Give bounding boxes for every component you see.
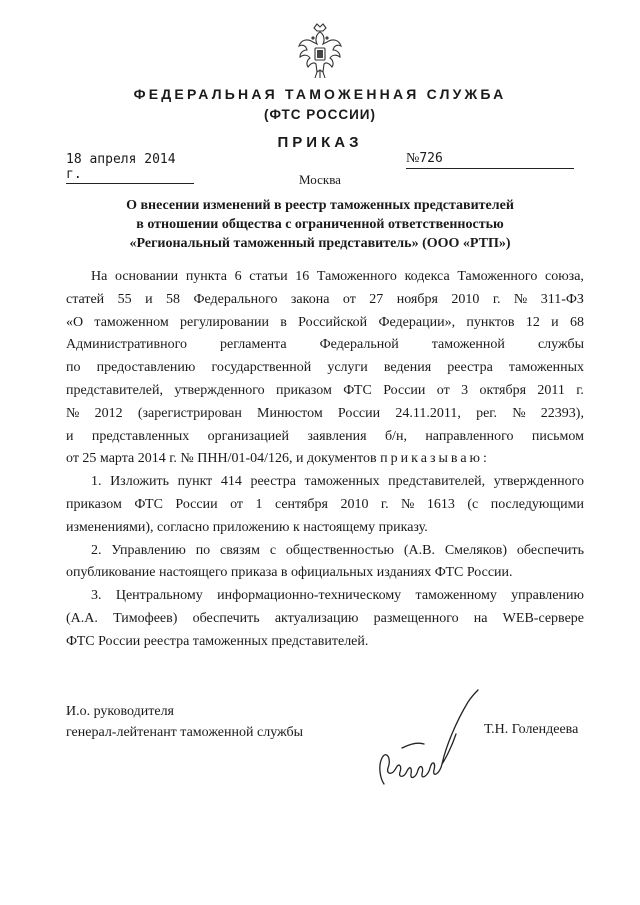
word: пунктов: [466, 314, 515, 330]
word: 1613: [426, 496, 455, 512]
word: г.: [380, 496, 389, 512]
word: 2.: [91, 542, 102, 558]
signatory-title-line: генерал-лейтенант таможенной службы: [66, 725, 304, 740]
word: 2011: [537, 382, 565, 398]
order-body: [66, 266, 584, 654]
word: октября: [479, 382, 527, 398]
heading-line: в отношении общества с ограниченной ответственностью: [136, 217, 504, 232]
city: Москва: [299, 172, 341, 187]
word: обеспечить: [192, 610, 260, 626]
word: услуги: [327, 360, 368, 376]
word: 6: [234, 269, 242, 284]
word: Управлению: [111, 542, 186, 558]
word: приказом: [276, 382, 332, 398]
word: 2010: [340, 496, 369, 512]
word: (А.В.: [403, 542, 435, 558]
signatory-title: [66, 701, 303, 743]
word: от: [436, 382, 450, 398]
doc-type-title: ПРИКАЗ: [277, 134, 363, 151]
word: 3.: [91, 588, 102, 604]
word: рег.: [476, 405, 497, 421]
word: представленных: [91, 428, 190, 444]
body-line: ФТС России реестра таможенных представителей.: [66, 633, 369, 649]
word: представителей,: [66, 382, 163, 398]
word: и: [551, 314, 559, 330]
word: статьи: [249, 269, 288, 284]
number-prefix: №: [406, 151, 420, 166]
org-abbr: (ФТС РОССИИ): [264, 107, 376, 122]
word: таможенных: [508, 360, 584, 376]
word: по: [66, 360, 81, 376]
word: информационно-техническому: [217, 588, 402, 604]
body-line: [66, 357, 584, 380]
word: службы: [537, 337, 584, 353]
body-line: [66, 289, 584, 312]
body-line: [66, 380, 584, 403]
body-text: от 25 марта 2014 г. № ПНН/01-04/126, и документов: [66, 451, 377, 467]
word: в: [280, 314, 287, 330]
word: 2010: [451, 291, 480, 307]
handwritten-signature: [372, 688, 492, 788]
word: России: [383, 382, 426, 398]
word: реестра: [250, 474, 296, 490]
word: России: [337, 405, 381, 421]
word: государственной: [211, 360, 312, 376]
body-line: [66, 403, 584, 426]
word: и: [145, 291, 153, 307]
word: организацией: [207, 428, 289, 444]
word: 24.11.2011,: [395, 405, 461, 421]
word: связям: [220, 542, 260, 558]
word: Административного: [66, 337, 188, 353]
order-word: приказываю:: [380, 451, 490, 467]
word: реестра: [447, 360, 493, 376]
word: предоставлению: [96, 360, 196, 376]
word: и: [66, 428, 74, 444]
body-line: изменениями), согласно приложению к настоящему приказу.: [66, 519, 428, 535]
word: статей: [66, 291, 105, 307]
word: 3: [461, 382, 469, 398]
word: №: [66, 405, 80, 421]
word: сентября: [274, 496, 328, 512]
body-line: [66, 448, 584, 471]
word: России: [175, 496, 218, 512]
word: б/н,: [384, 428, 407, 444]
word: ФТС: [134, 496, 163, 512]
word: размещенного: [373, 610, 459, 626]
word: таможенных: [304, 474, 380, 490]
word: обеспечить: [516, 542, 584, 558]
word: Таможенного: [316, 269, 397, 284]
heading-line: «Региональный таможенный представитель» (ООО «РТП»): [129, 236, 511, 251]
order-date: 18 апреля 2014 г.: [66, 152, 194, 184]
order-number-field: [406, 151, 574, 169]
word: союза,: [544, 269, 584, 284]
word: регламента: [220, 337, 287, 353]
word: 414: [220, 474, 242, 490]
word: пункт: [177, 474, 213, 490]
word: ноября: [396, 291, 438, 307]
body-line: [66, 494, 584, 517]
word: 68: [569, 314, 584, 330]
word: представителей,: [388, 474, 486, 490]
word: №: [513, 291, 528, 307]
word: №: [401, 496, 415, 512]
word: таможенной: [431, 337, 505, 353]
body-line: опубликование настоящего приказа в официальных изданиях ФТС России.: [66, 565, 513, 581]
word: ФТС: [343, 382, 372, 398]
word: Тимофеев): [113, 610, 178, 626]
body-line: [66, 426, 584, 449]
word: №: [512, 405, 526, 421]
word: 1: [255, 496, 263, 512]
word: таможенном: [94, 314, 169, 330]
word: 1.: [91, 474, 102, 490]
word: Федерального: [193, 291, 278, 307]
word: 16: [295, 269, 310, 284]
word: Российской: [298, 314, 368, 330]
heading-line: О внесении изменений в реестр таможенных представителей: [126, 198, 514, 213]
word: регулировании: [180, 314, 269, 330]
word: Федеральной: [319, 337, 399, 353]
signatory-title-line: И.о. руководителя: [66, 704, 175, 719]
word: «О: [66, 314, 84, 330]
word: письмом: [531, 428, 584, 444]
body-line: [66, 266, 584, 289]
word: кодекса: [404, 269, 450, 284]
word: Смеляков): [444, 542, 508, 558]
word: 27: [369, 291, 384, 307]
word: Изложить: [110, 474, 170, 490]
order-number: 726: [419, 151, 443, 166]
word: пункта: [185, 269, 227, 284]
word: от: [342, 291, 356, 307]
word: таможенному: [415, 588, 497, 604]
word: основании: [114, 269, 179, 284]
coat-of-arms-emblem-icon: [295, 22, 345, 80]
word: направленного: [425, 428, 514, 444]
word: общественностью: [285, 542, 394, 558]
word: 55: [117, 291, 132, 307]
body-line: [66, 585, 584, 608]
word: последующими: [490, 496, 584, 512]
word: утвержденного: [174, 382, 265, 398]
word: 2012: [94, 405, 123, 421]
word: с: [269, 542, 277, 558]
word: закона: [290, 291, 330, 307]
body-line: [66, 312, 584, 335]
org-name: ФЕДЕРАЛЬНАЯ ТАМОЖЕННАЯ СЛУЖБА: [133, 86, 507, 102]
word: На: [91, 269, 108, 284]
word: ведения: [383, 360, 432, 376]
order-heading: [60, 196, 580, 253]
word: WEB-сервере: [502, 610, 584, 626]
word: (А.А.: [66, 610, 98, 626]
word: Таможенного: [457, 269, 538, 284]
body-line: [66, 334, 584, 357]
word: г.: [492, 291, 501, 307]
word: Центральному: [115, 588, 203, 604]
word: г.: [576, 382, 584, 398]
body-line: [66, 471, 584, 494]
word: (зарегистрирован: [137, 405, 242, 421]
word: 58: [166, 291, 180, 307]
word: 22393),: [540, 405, 584, 421]
body-line: [66, 540, 584, 563]
signer-name: Т.Н. Голендеева: [484, 722, 579, 737]
word: Минюстом: [257, 405, 323, 421]
word: утвержденного: [493, 474, 584, 490]
word: на: [473, 610, 488, 626]
word: заявления: [307, 428, 367, 444]
word: актуализацию: [274, 610, 359, 626]
word: 311-ФЗ: [540, 291, 584, 307]
word: приказом: [66, 496, 122, 512]
word: управлению: [511, 588, 584, 604]
word: от: [230, 496, 243, 512]
word: 12: [525, 314, 540, 330]
word: Федерации»,: [378, 314, 456, 330]
word: (с: [467, 496, 479, 512]
body-line: [66, 608, 584, 631]
word: по: [195, 542, 211, 558]
